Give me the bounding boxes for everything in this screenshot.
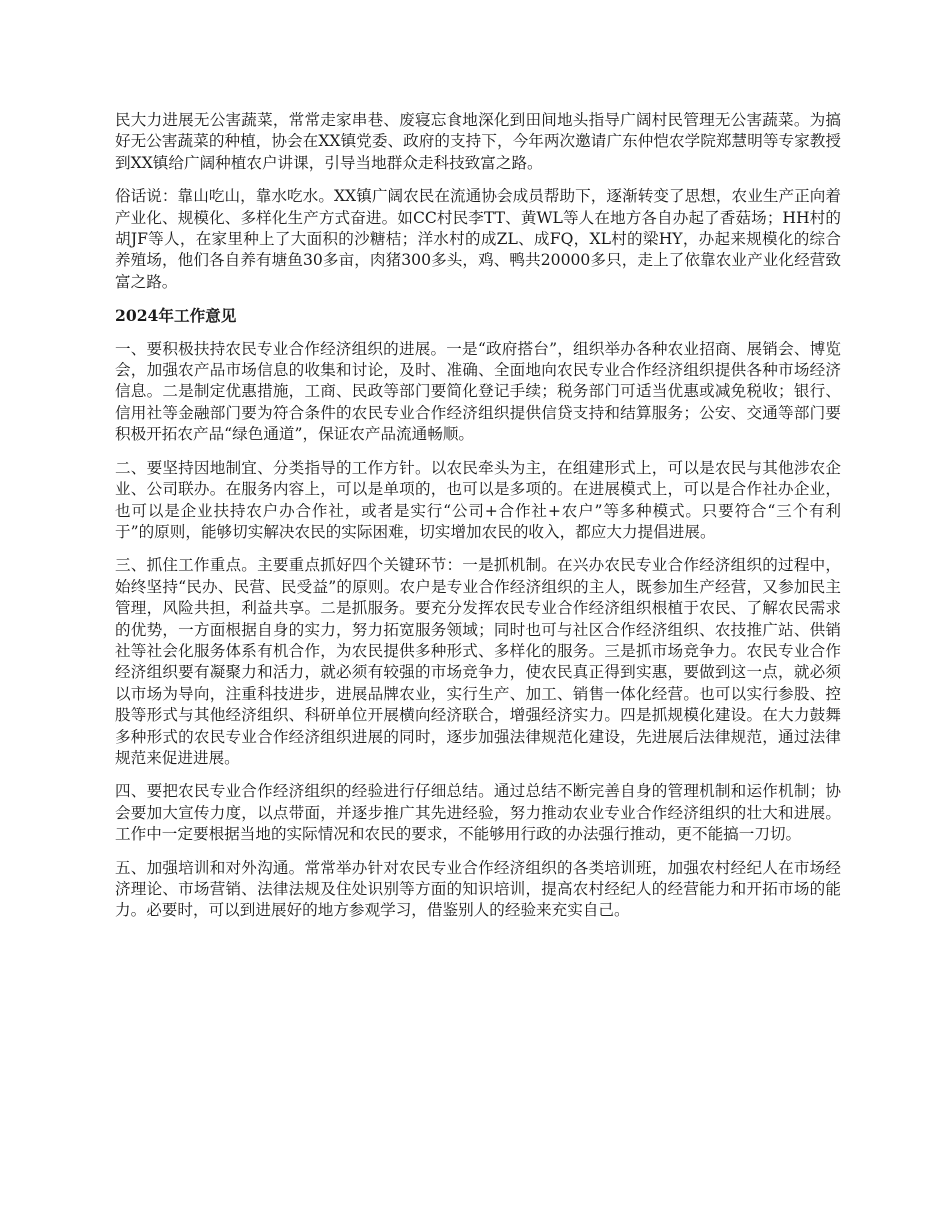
paragraph-industrialization: 俗话说：靠山吃山，靠水吃水。XX镇广阔农民在流通协会成员帮助下，逐渐转变了思想，农业生产正向着产业化、规模化、多样化生产方式奋进。如CC村民李TT、黄WL等人在地方各自办起了香菇场；HH村的胡JF等人，在家里种上了大面积的沙糖桔；洋水村的成ZL、成FQ，XL村的梁HY，办起来规模化的综合养殖场，他们各自养有塘鱼30多亩，肉猪300多头，鸡、鸭共20000多只，走上了依靠农业产业化经营致富之路。: [115, 187, 841, 291]
document-page: [115, 110, 841, 934]
paragraph-item-5: 五、加强培训和对外沟通。常常举办针对农民专业合作经济组织的各类培训班，加强农村经纪人在市场经济理论、市场营销、法律法规及住处识别等方面的知识培训，提高农村经纪人的经营能力和开拓市场的能力。必要时，可以到进展好的地方参观学习，借鉴别人的经验来充实自己。: [115, 858, 841, 920]
paragraph-item-2: 二、要坚持因地制宜、分类指导的工作方针。以农民牵头为主，在组建形式上，可以是农民与其他涉农企业、公司联办。在服务内容上，可以是单项的，也可以是多项的。在进展模式上，可以是合作社办企业，也可以是企业扶持农户办合作社，或者是实行“公司+合作社+农户”等多种模式。只要符合“三个有利于”的原则，能够切实解决农民的实际困难，切实增加农民的收入，都应大力提倡进展。: [115, 458, 841, 541]
paragraph-item-4: 四、要把农民专业合作经济组织的经验进行仔细总结。通过总结不断完善自身的管理机制和运作机制；协会要加大宣传力度，以点带面，并逐步推广其先进经验，努力推动农业专业合作经济组织的壮大和进展。工作中一定要根据当地的实际情况和农民的要求，不能够用行政的办法强行推动，更不能搞一刀切。: [115, 782, 841, 844]
paragraph-item-3: 三、抓住工作重点。主要重点抓好四个关键环节：一是抓机制。在兴办农民专业合作经济组织的过程中，始终坚持“民办、民营、民受益”的原则。农户是专业合作经济组织的主人，既参加生产经营，又参加民主管理，风险共担，利益共享。二是抓服务。要充分发挥农民专业合作经济组织根植于农民、了解农民需求的优势，一方面根据自身的实力，努力拓宽服务领域；同时也可与社区合作经济组织、农技推广站、供销社等社会化服务体系有机合作，为农民提供多种形式、多样化的服务。三是抓市场竞争力。农民专业合作经济组织要有凝聚力和活力，就必须有较强的市场竞争力，使农民真正得到实惠，要做到这一点，就必须以市场为导向，注重科技进步，进展品牌农业，实行生产、加工、销售一体化经营。也可以实行参股、控股等形式与其他经济组织、科研单位开展横向经济联合，增强经济实力。四是抓规模化建设。在大力鼓舞多种形式的农民专业合作经济组织进展的同时，逐步加强法律规范化建设，先进展后法律规范，通过法律规范来促进进展。: [115, 556, 841, 767]
paragraph-item-1: 一、要积极扶持农民专业合作经济组织的进展。一是“政府搭台”，组织举办各种农业招商、展销会、博览会，加强农产品市场信息的收集和讨论，及时、准确、全面地向农民专业合作经济组织提供各种市场经济信息。二是制定优惠措施，工商、民政等部门要简化登记手续；税务部门可适当优惠或减免税收；银行、信用社等金融部门要为符合条件的农民专业合作经济组织提供信贷支持和结算服务；公安、交通等部门要积极开拓农产品“绿色通道”，保证农产品流通畅顺。: [115, 339, 841, 444]
paragraph-vegetables: 民大力进展无公害蔬菜，常常走家串巷、废寝忘食地深化到田间地头指导广阔村民管理无公害蔬菜。为搞好无公害蔬菜的种植，协会在XX镇党委、政府的支持下，今年两次邀请广东仲恺农学院郑慧明等专家教授到XX镇给广阔种植农户讲课，引导当地群众走科技致富之路。: [115, 111, 841, 172]
section-heading: 2024年工作意见: [115, 306, 237, 326]
